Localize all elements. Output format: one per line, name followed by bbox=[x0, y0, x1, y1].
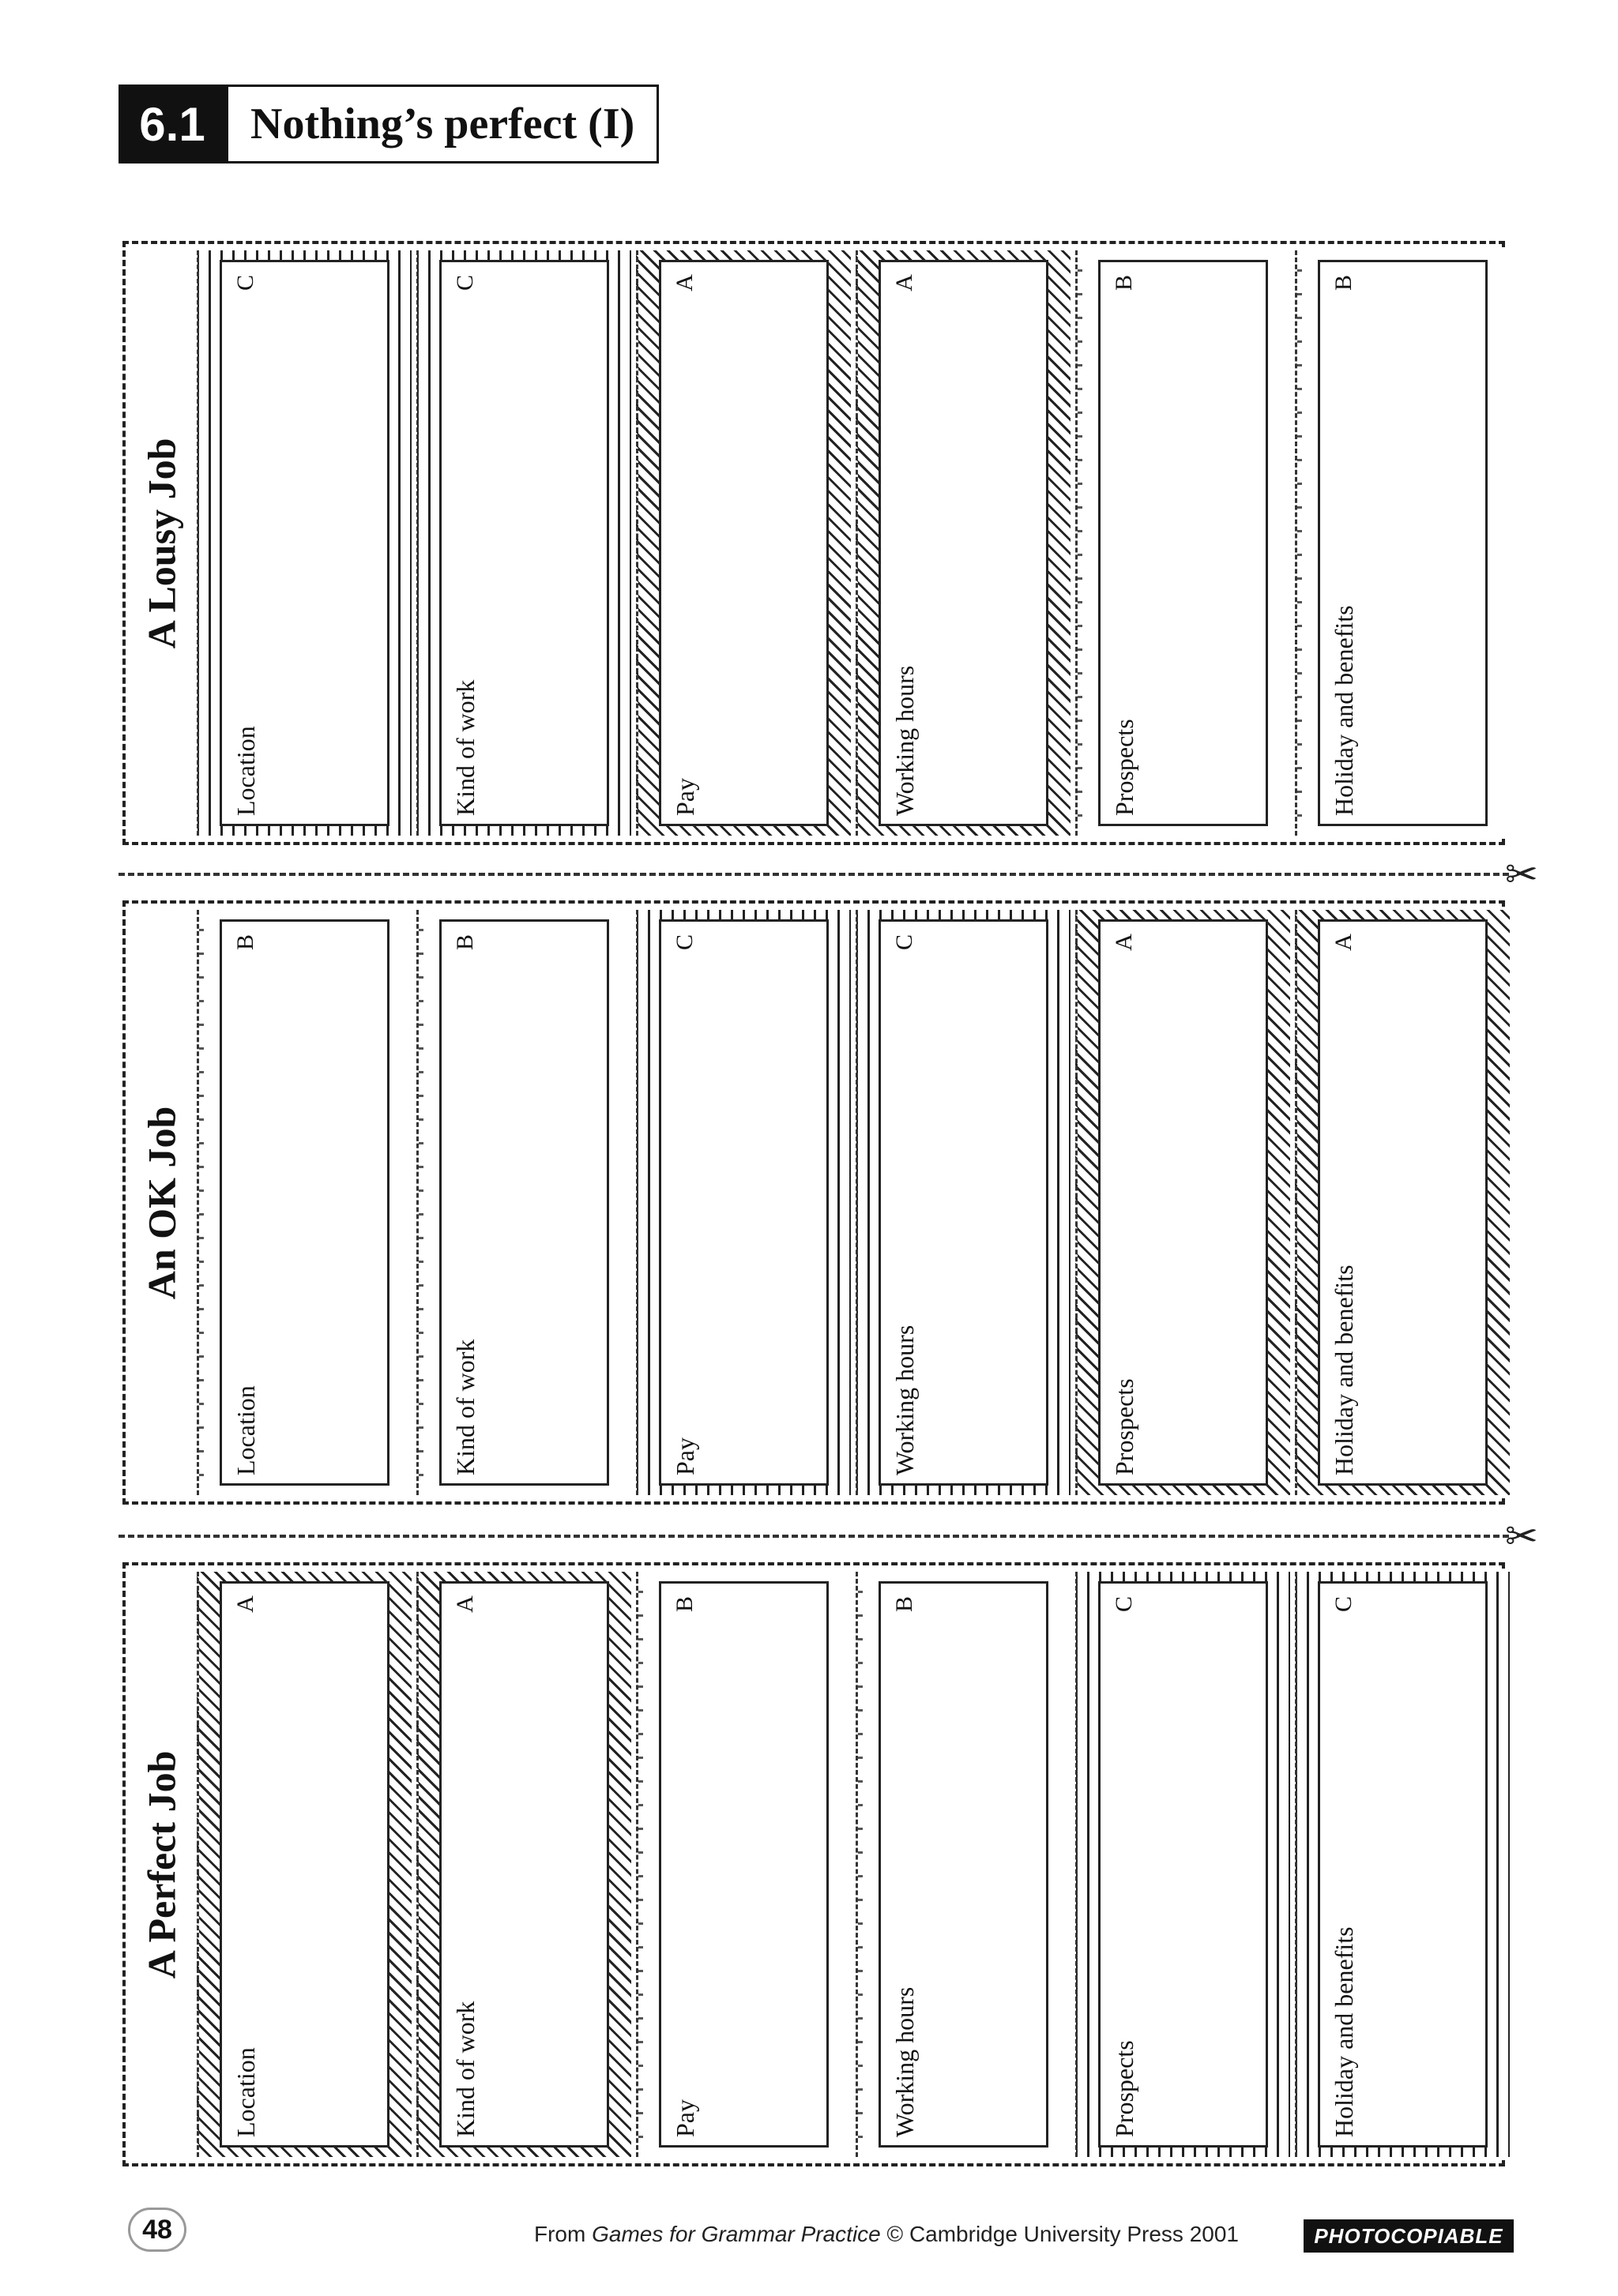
section-title: An OK Job bbox=[139, 1106, 184, 1299]
job-card[interactable]: C Kind of work bbox=[439, 260, 609, 826]
job-card[interactable]: C Holiday and benefits bbox=[1318, 1581, 1488, 2148]
copyright-footer: From Games for Grammar Practice © Cambridge University Press 2001 bbox=[534, 2222, 1239, 2246]
scissors-icon[interactable]: ✂ bbox=[1505, 1513, 1538, 1559]
card-strip bbox=[197, 250, 412, 836]
unit-number: 6.1 bbox=[119, 85, 226, 163]
card-strip bbox=[416, 910, 631, 1495]
card-strip bbox=[1295, 1572, 1510, 2157]
job-card[interactable]: A Location bbox=[220, 1581, 389, 2148]
worksheet-title: Nothing’s perfect (I) bbox=[226, 85, 659, 163]
card-strip bbox=[197, 910, 412, 1495]
job-card[interactable]: B Kind of work bbox=[439, 919, 609, 1486]
card-grade: B bbox=[1110, 274, 1137, 291]
card-grade: B bbox=[671, 1595, 698, 1613]
card-strip bbox=[1075, 1572, 1290, 2157]
card-grade: A bbox=[671, 274, 698, 291]
card-strip bbox=[1295, 250, 1510, 836]
section-ok-job bbox=[122, 900, 1505, 1505]
card-strip bbox=[416, 1572, 631, 2157]
card-strip bbox=[1075, 250, 1290, 836]
job-card[interactable]: B Location bbox=[220, 919, 389, 1486]
section-title: A Lousy Job bbox=[139, 438, 183, 648]
photocopiable-badge: PHOTOCOPIABLE bbox=[1304, 2219, 1514, 2253]
card-strip bbox=[856, 1572, 1071, 2157]
card-grade: A bbox=[890, 274, 917, 291]
job-card[interactable]: B Pay bbox=[659, 1581, 829, 2148]
cut-line bbox=[119, 873, 1509, 876]
card-strip bbox=[636, 250, 851, 836]
card-strip bbox=[197, 1572, 412, 2157]
job-card[interactable]: B Holiday and benefits bbox=[1318, 260, 1488, 826]
card-grade: B bbox=[890, 1595, 917, 1613]
book-title: Games for Grammar Practice bbox=[592, 2222, 881, 2246]
card-grade: B bbox=[451, 934, 478, 951]
card-grade: A bbox=[1110, 934, 1137, 951]
card-strip bbox=[636, 1572, 851, 2157]
job-card[interactable]: A Kind of work bbox=[439, 1581, 609, 2148]
card-grade: C bbox=[890, 934, 917, 951]
card-grade: C bbox=[1330, 1595, 1356, 1613]
card-grade: A bbox=[231, 1595, 258, 1613]
card-strip bbox=[1075, 910, 1290, 1495]
card-grade: C bbox=[671, 934, 698, 951]
card-strip bbox=[856, 250, 1071, 836]
job-card[interactable]: A Holiday and benefits bbox=[1318, 919, 1488, 1486]
job-card[interactable]: B Working hours bbox=[879, 1581, 1048, 2148]
job-card[interactable]: A Pay bbox=[659, 260, 829, 826]
card-grade: B bbox=[231, 934, 258, 951]
card-grade: C bbox=[1110, 1595, 1137, 1613]
cut-line bbox=[119, 1535, 1509, 1538]
job-card[interactable]: C Location bbox=[220, 260, 389, 826]
job-card[interactable]: A Prospects bbox=[1098, 919, 1268, 1486]
section-perfect-job bbox=[122, 1562, 1505, 2166]
card-grade: B bbox=[1330, 274, 1356, 291]
job-card[interactable]: C Working hours bbox=[879, 919, 1048, 1486]
card-grade: A bbox=[451, 1595, 478, 1613]
job-card[interactable]: C Prospects bbox=[1098, 1581, 1268, 2148]
card-strip bbox=[856, 910, 1071, 1495]
worksheet-header bbox=[119, 85, 659, 163]
page-number: 48 bbox=[128, 2208, 186, 2252]
scissors-icon[interactable]: ✂ bbox=[1505, 851, 1538, 897]
job-card[interactable]: A Working hours bbox=[879, 260, 1048, 826]
card-strip bbox=[636, 910, 851, 1495]
job-card[interactable]: C Pay bbox=[659, 919, 829, 1486]
card-grade: A bbox=[1330, 934, 1356, 951]
card-strip bbox=[416, 250, 631, 836]
card-grade: C bbox=[451, 274, 478, 291]
job-card[interactable]: B Prospects bbox=[1098, 260, 1268, 826]
card-grade: C bbox=[231, 274, 258, 291]
section-title: A Perfect Job bbox=[139, 1750, 183, 1978]
section-lousy-job bbox=[122, 241, 1505, 845]
card-strip bbox=[1295, 910, 1510, 1495]
